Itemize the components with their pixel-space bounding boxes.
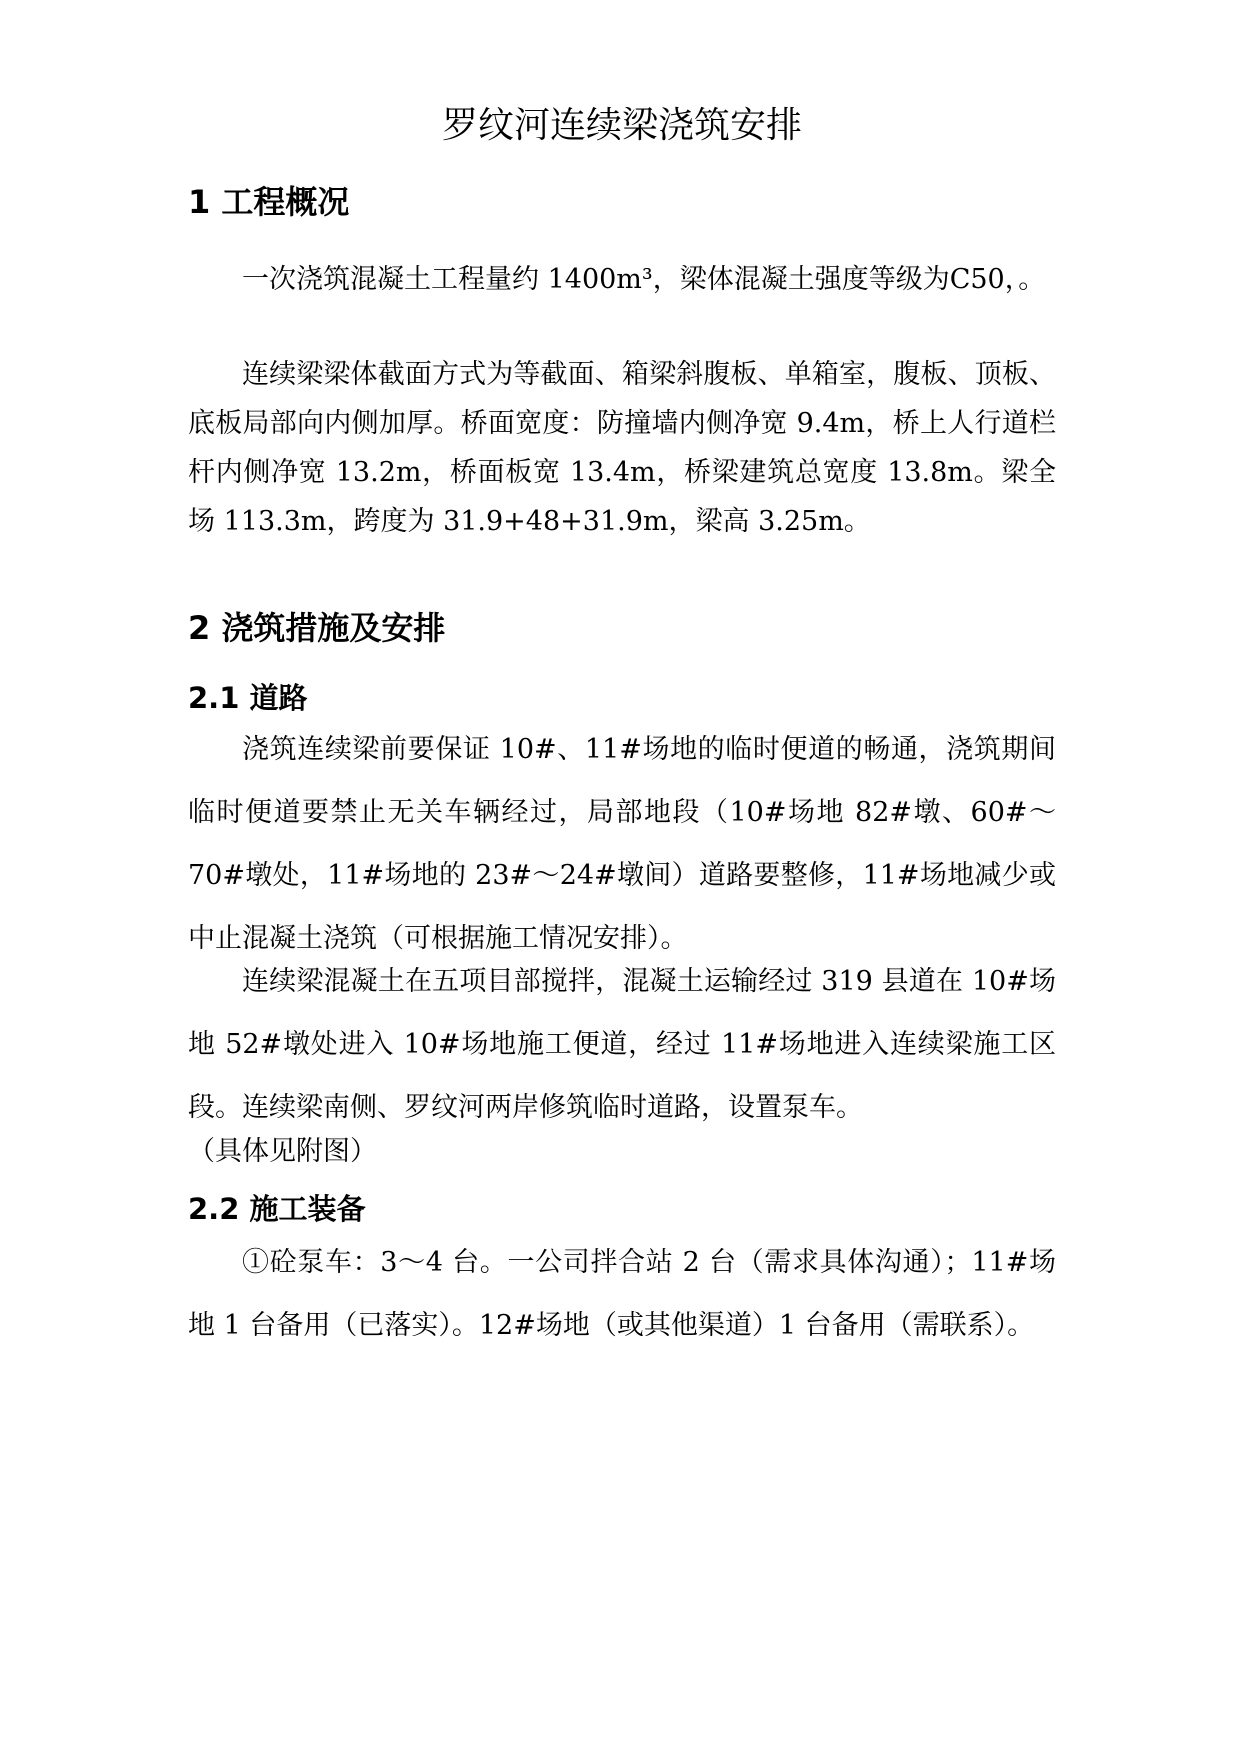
subsection-2-2-paragraph-1: ①砼泵车：3～4 台。一公司拌合站 2 台（需求具体沟通）；11#场地 1 台备用（已落实）。12#场地（或其他渠道）1 台备用（需联系）。: [188, 1247, 1056, 1341]
document-title: 罗纹河连续梁浇筑安排: [441, 105, 802, 146]
subsection-2-1-note: （具体见附图）: [188, 1136, 377, 1167]
subsection-2-1-heading: 2.1 道路: [188, 681, 308, 715]
section-2-heading: 2 浇筑措施及安排: [188, 609, 446, 647]
subsection-2-1-paragraph-2: 连续梁混凝土在五项目部搅拌，混凝土运输经过 319 县道在 10#场地 52#墩处进入 10#场地施工便道，经过 11#场地进入连续梁施工区段。连续梁南侧、罗纹河两岸修筑临时道路，设置泵车。: [188, 966, 1056, 1123]
subsection-2-1-paragraph-1: 浇筑连续梁前要保证 10#、11#场地的临时便道的畅通，浇筑期间临时便道要禁止无关车辆经过，局部地段（10#场地 82#墩、60#～70#墩处，11#场地的 23#～24#墩间）道路要整修，11#场地减少或中止混凝土浇筑（可根据施工情况安排）。: [188, 734, 1056, 954]
subsection-2-2-heading: 2.2 施工装备: [188, 1192, 366, 1226]
section-1-paragraph-2: 连续梁梁体截面方式为等截面、箱梁斜腹板、单箱室，腹板、顶板、底板局部向内侧加厚。桥面宽度：防撞墙内侧净宽 9.4m，桥上人行道栏杆内侧净宽 13.2m，桥面板宽 13.4m，桥梁建筑总宽度 13.8m。梁全场 113.3m，跨度为 31.9+48+31.9m，梁高 3.25m。: [188, 359, 1056, 537]
section-1-heading: 1 工程概况: [188, 183, 350, 221]
section-1-paragraph-1: 一次浇筑混凝土工程量约 1400m³，梁体混凝土强度等级为C50，。: [242, 264, 1046, 295]
